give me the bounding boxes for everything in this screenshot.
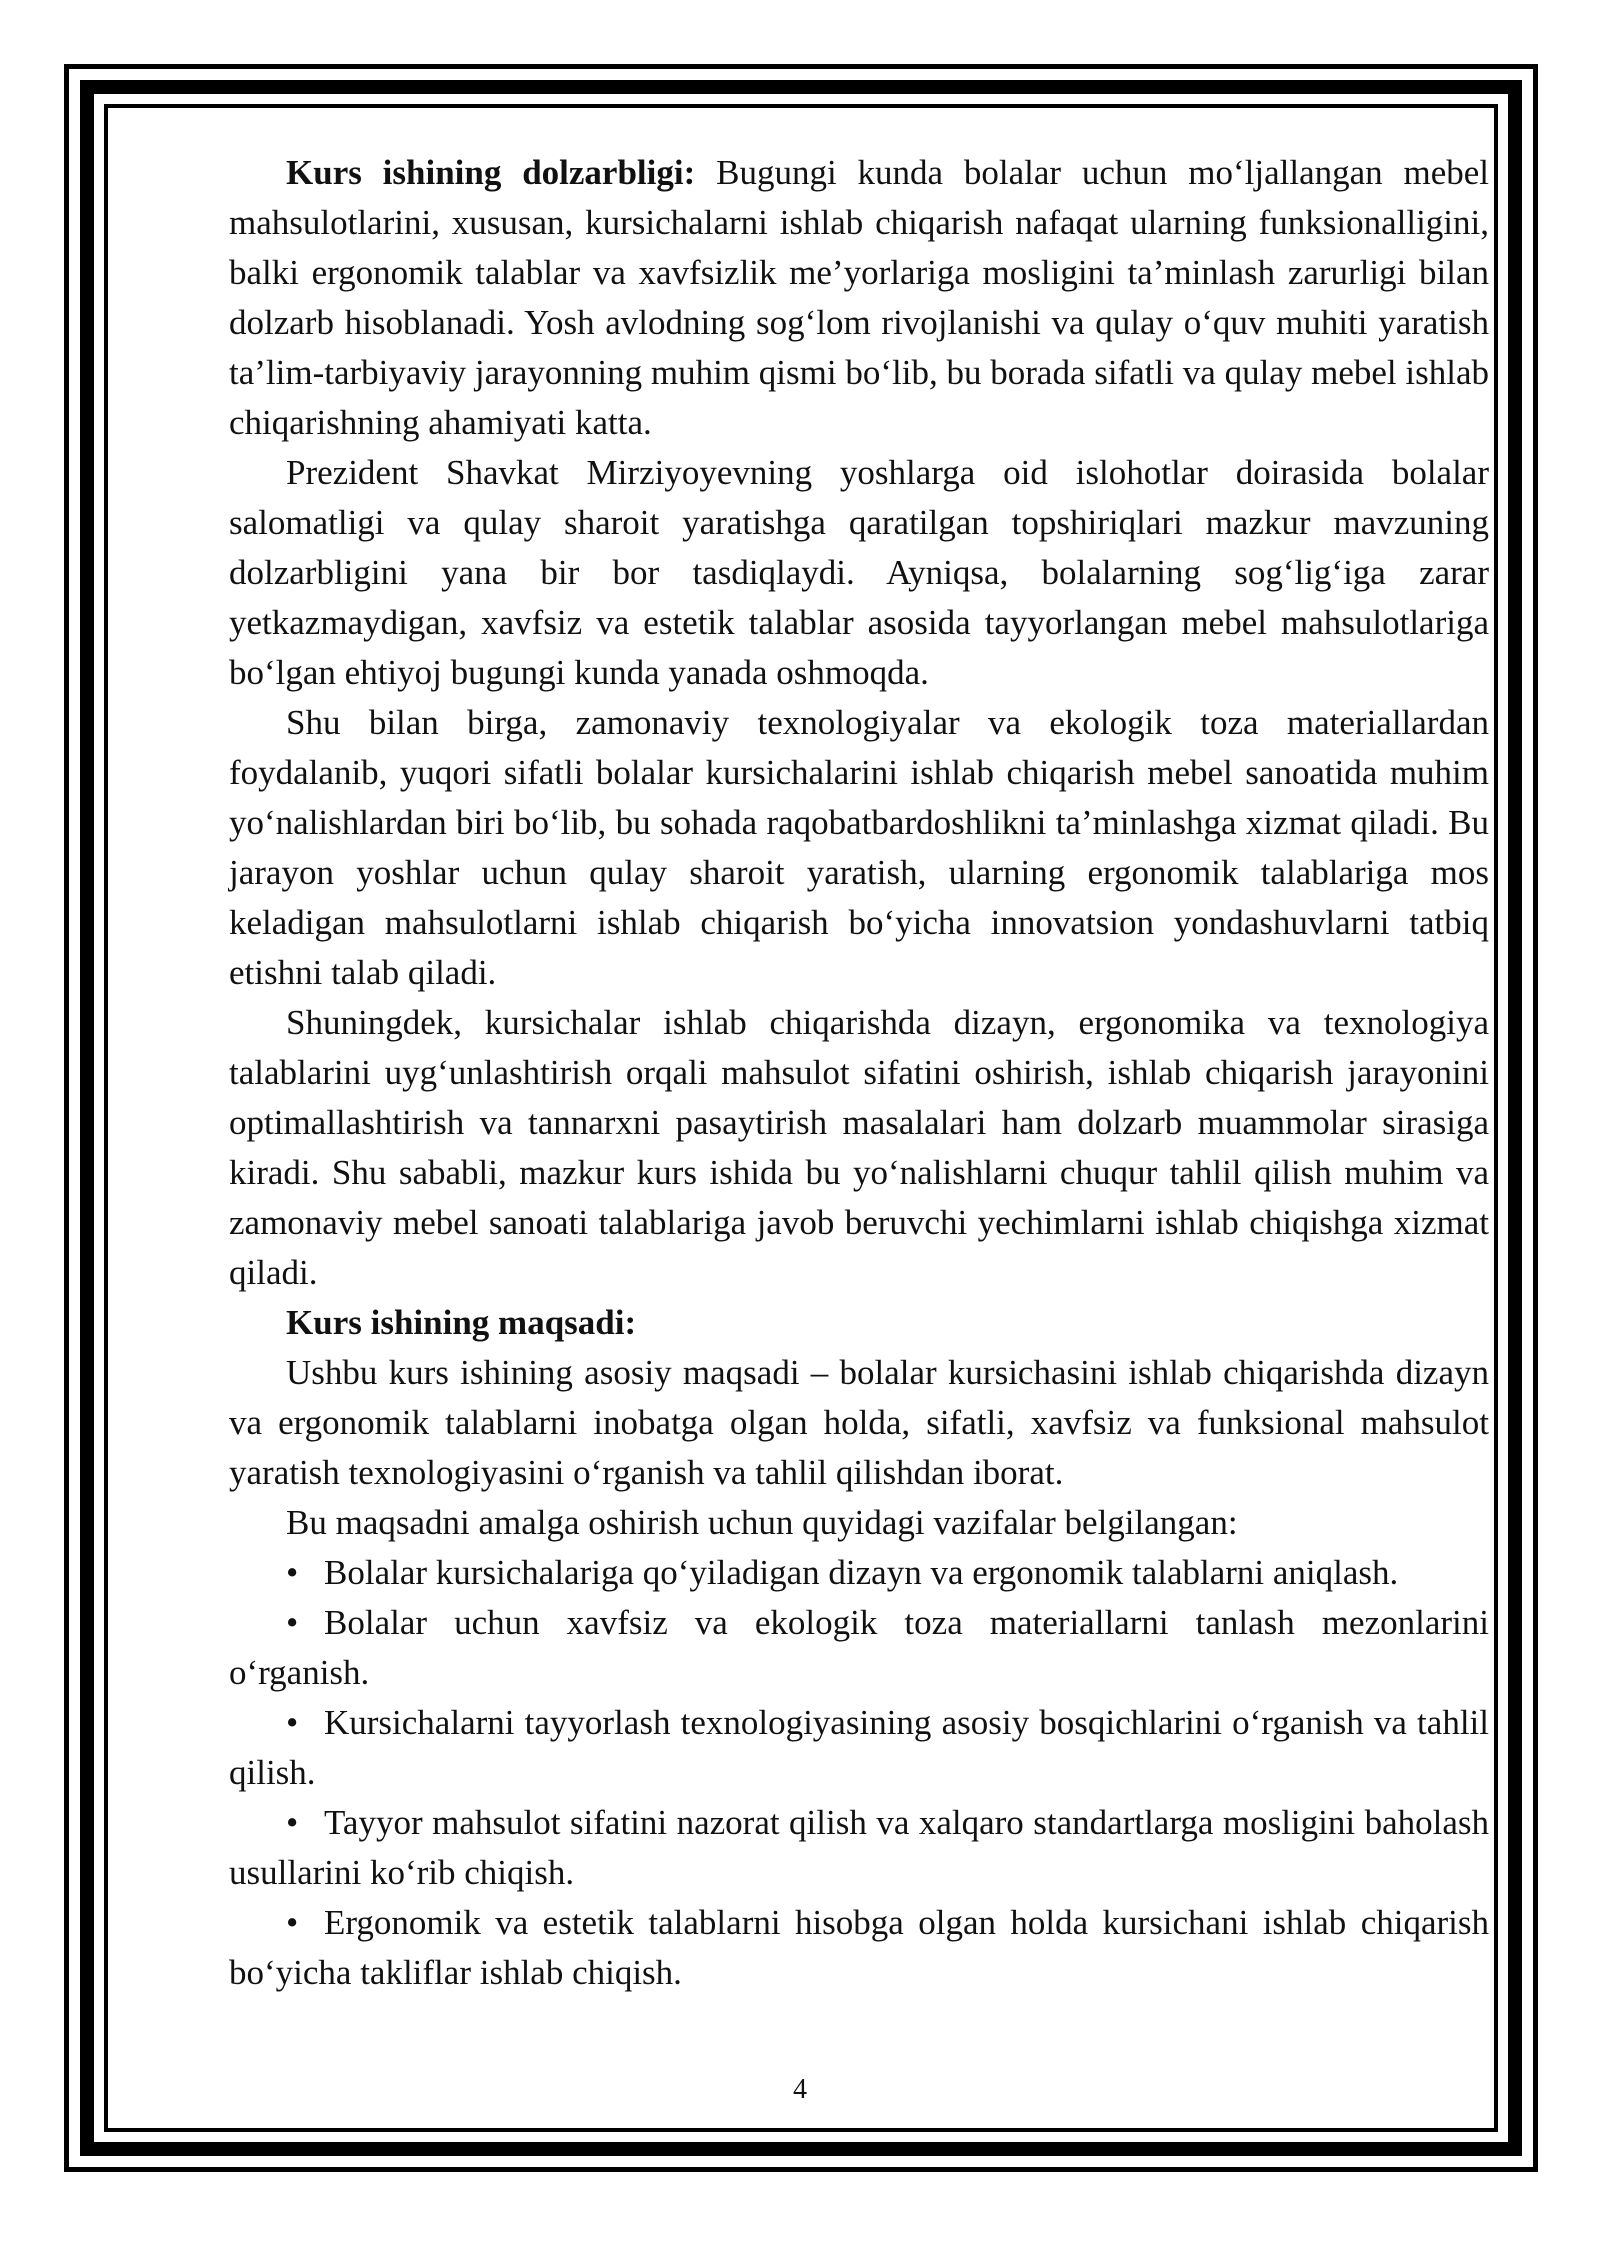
paragraph-goal: Ushbu kurs ishining asosiy maqsadi – bolalar kursichasini ishlab chiqarishda dizayn va ergonomik talablarni inobatga olgan holda, sifatli, xavfsiz va funksional mahsulot yaratish texnologiyasini o‘rganish va tahlil qilishdan iborat. — [229, 1353, 1489, 1492]
heading-goal: Kurs ishining maqsadi: — [286, 1303, 637, 1342]
bullet-icon: • — [286, 1803, 299, 1842]
paragraph-technologies: Shu bilan birga, zamonaviy texnologiyalar va ekologik toza materiallardan foydalanib, yuqori sifatli bolalar kursichalarini ishlab chiqarish mebel sanoatida muhim yo‘nalishlardan biri bo‘lib, bu sohada raqobatbardoshlikni ta’minlashga xizmat qiladi. Bu jarayon yoshlar uchun qulay sharoit yaratish, ularning ergonomik talablariga mos keladigan mahsulotlarni ishlab chiqarish bo‘yicha innovatsion yondashuvlarni tatbiq etishni talab qiladi. — [229, 703, 1489, 992]
bullet-icon: • — [286, 1903, 299, 1942]
bullet-icon: • — [286, 1553, 299, 1592]
list-item-text: Kursichalarni tayyorlash texnologiyasining asosiy bosqichlarini o‘rganish va tahlil qilish. — [229, 1703, 1489, 1792]
list-item — [229, 1798, 1489, 1898]
list-item — [229, 1598, 1489, 1698]
bullet-icon: • — [286, 1703, 299, 1742]
list-item-text: Bolalar kursichalariga qo‘yiladigan dizayn va ergonomik talablarni aniqlash. — [324, 1553, 1399, 1592]
list-item — [229, 1898, 1489, 1998]
document-body — [229, 148, 1489, 1998]
list-item — [229, 1698, 1489, 1798]
list-item-text: Tayyor mahsulot sifatini nazorat qilish va xalqaro standartlarga mosligini baholash usullarini ko‘rib chiqish. — [229, 1803, 1489, 1892]
paragraph-president: Prezident Shavkat Mirziyoyevning yoshlarga oid islohotlar doirasida bolalar salomatligi va qulay sharoit yaratishga qaratilgan topshiriqlari mazkur mavzuning dolzarbligini yana bir bor tasdiqlaydi. Ayniqsa, bolalarning sog‘lig‘iga zarar yetkazmaydigan, xavfsiz va estetik talablar asosida tayyorlangan mebel mahsulotlariga bo‘lgan ehtiyoj bugungi kunda yanada oshmoqda. — [229, 453, 1489, 692]
paragraph-tasks-intro: Bu maqsadni amalga oshirish uchun quyidagi vazifalar belgilangan: — [286, 1503, 1238, 1542]
bullet-icon: • — [286, 1603, 299, 1642]
list-item — [229, 1548, 1489, 1598]
heading-relevance: Kurs ishining dolzarbligi: — [286, 153, 696, 192]
paragraph-design-requirements: Shuningdek, kursichalar ishlab chiqarishda dizayn, ergonomika va texnologiya talablarini uyg‘unlashtirish orqali mahsulot sifatini oshirish, ishlab chiqarish jarayonini optimallashtirish va tannarxni pasaytirish masalalari ham dolzarb muammolar sirasiga kiradi. Shu sababli, mazkur kurs ishida bu yo‘nalishlarni chuqur tahlil qilish muhim va zamonaviy mebel sanoati talablariga javob beruvchi yechimlarni ishlab chiqishga xizmat qiladi. — [229, 1003, 1489, 1292]
paragraph-relevance — [229, 148, 1489, 448]
page-number: 4 — [793, 2074, 807, 2105]
list-item-text: Ergonomik va estetik talablarni hisobga olgan holda kursichani ishlab chiqarish bo‘yicha takliflar ishlab chiqish. — [229, 1903, 1489, 1992]
list-item-text: Bolalar uchun xavfsiz va ekologik toza materiallarni tanlash mezonlarini o‘rganish. — [229, 1603, 1489, 1692]
paragraph-relevance-text: Bugungi kunda bolalar uchun mo‘ljallangan mebel mahsulotlarini, xususan, kursichalarni ishlab chiqarish nafaqat ularning funksionalligini, balki ergonomik talablar va xavfsizlik me’yorlariga mosligini ta’minlash zarurligi bilan dolzarb hisoblanadi. Yosh avlodning sog‘lom rivojlanishi va qulay o‘quv muhiti yaratish ta’lim-tarbiyaviy jarayonning muhim qismi bo‘lib, bu borada sifatli va qulay mebel ishlab chiqarishning ahamiyati katta. — [229, 153, 1489, 442]
